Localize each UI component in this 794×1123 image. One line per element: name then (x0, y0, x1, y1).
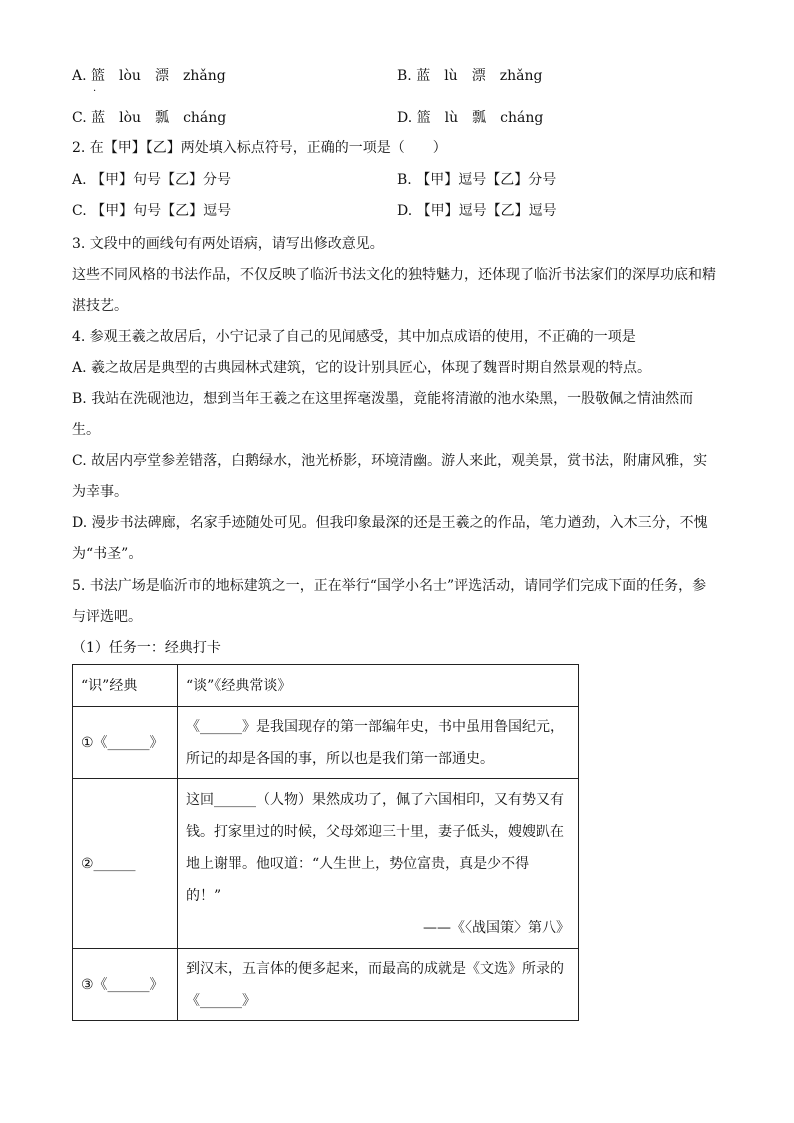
q2-option-b: B. 【甲】逗号【乙】分号 (397, 172, 557, 188)
q1-option-c (72, 108, 226, 128)
pinyin: lù (444, 68, 458, 84)
table-row (73, 949, 579, 1021)
table-cell-answer-blank: ③《______》 (73, 949, 178, 1021)
q3-stem: 3. 文段中的画线句有两处语病，请写出修改意见。 (72, 236, 384, 252)
q2-option-c: C. 【甲】句号【乙】逗号 (72, 203, 232, 219)
table-header-cell: “谈”《经典常谈》 (178, 665, 579, 707)
cell-line: 这回______（人物）果然成功了，佩了六国相印，又有势又有 (186, 791, 564, 808)
table-cell-answer-blank: ②______ (73, 779, 178, 949)
q5-stem-line-2: 与评选吧。 (72, 609, 142, 625)
q5-stem-line-1: 5. 书法广场是临沂市的地标建筑之一，正在举行“国学小名士”评选活动，请同学们完成下面的任务，参 (72, 578, 707, 594)
q3-text-line-1: 这些不同风格的书法作品，不仅反映了临沂书法文化的独特魅力，还体现了临沂书法家们的深厚功底和精 (72, 267, 716, 283)
word: 漂 (154, 68, 169, 84)
cell-line: 所记的却是各国的事，所以也是我们第一部通史。 (186, 750, 494, 767)
q4-option-b-line-1: B. 我站在洗砚池边，想到当年王羲之在这里挥毫泼墨，竟能将清澈的池水染黑，一股敬佩之情油然而 (72, 391, 694, 407)
table-row (73, 779, 579, 949)
q1-option-d (397, 108, 543, 128)
q2-options-row-2 (72, 201, 722, 221)
q4-option-d-line-1: D. 漫步书法碑廊，名家手迹随处可见。但我印象最深的还是王羲之的作品，笔力遒劲，入木三分，不愧 (72, 515, 708, 531)
word: 瓢 (472, 110, 487, 126)
pinyin: lù (444, 110, 459, 126)
cell-line: 《______》 (186, 992, 256, 1009)
q4-option-d-line-2: 为“书圣”。 (72, 546, 143, 562)
q1-options-row-1 (72, 66, 722, 97)
q5-task1-label: （1）任务一：经典打卡 (72, 640, 221, 656)
pinyin: zhǎng (499, 68, 543, 84)
cell-line: 地上谢罪。他叹道：“人生世上，势位富贵，真是少不得 (186, 855, 530, 872)
cell-line: 到汉末，五言体的便多起来，而最高的成就是《文选》所录的 (186, 960, 564, 977)
q4-option-a: A. 羲之故居是典型的古典园林式建筑，它的设计别具匠心，体现了魏晋时期自然景观的特点。 (72, 360, 652, 376)
pinyin: cháng (183, 110, 227, 126)
pinyin: lòu (119, 68, 141, 84)
word: 瓢 (155, 110, 170, 126)
table-row (73, 707, 579, 779)
q4-option-b-line-2: 生。 (72, 422, 100, 438)
q2-options-row-1 (72, 170, 722, 190)
pinyin: lòu (119, 110, 142, 126)
q1-option-b (397, 66, 542, 86)
dotted-word: 篮 · (91, 68, 106, 97)
q4-stem: 4. 参观王羲之故居后，小宁记录了自己的见闻感受，其中加点成语的使用，不正确的一项是 (72, 329, 636, 345)
table-header-cell: “识”经典 (73, 665, 178, 707)
cell-line: 的！” (186, 887, 222, 904)
option-label: C. (72, 110, 92, 126)
classics-table (72, 664, 579, 1021)
q4-option-c-line-2: 为幸事。 (72, 484, 128, 500)
q1-option-a (72, 66, 226, 97)
citation: ——《〈战国策〉第八》 (423, 919, 570, 936)
pinyin: zhǎng (182, 68, 226, 84)
word: 蓝 (416, 68, 431, 84)
table-cell-text (178, 779, 579, 949)
q2-stem: 2. 在【甲】【乙】两处填入标点符号，正确的一项是（ ） (72, 140, 447, 156)
word: 篮 (416, 110, 431, 126)
q2-option-a: A. 【甲】句号【乙】分号 (72, 172, 232, 188)
cell-line: 《______》是我国现存的第一部编年史，书中虽用鲁国纪元， (186, 718, 564, 735)
table-cell-text (178, 949, 579, 1021)
cell-line: 钱。打家里过的时候，父母郊迎三十里，妻子低头，嫂嫂趴在 (186, 823, 564, 840)
q4-option-c-line-1: C. 故居内亭堂参差错落，白鹅绿水，池光桥影，环境清幽。游人来此，观美景，赏书法，附庸风雅，实 (72, 453, 708, 469)
q3-text-line-2: 湛技艺。 (72, 298, 128, 314)
option-label: D. (397, 110, 417, 126)
option-label: B. (397, 68, 417, 84)
q2-option-d: D. 【甲】逗号【乙】逗号 (397, 203, 557, 219)
pinyin: cháng (500, 110, 544, 126)
table-cell-answer-blank: ①《______》 (73, 707, 178, 779)
table-cell-text (178, 707, 579, 779)
word: 蓝 (91, 110, 106, 126)
word: 漂 (471, 68, 486, 84)
option-label: A. (72, 68, 92, 84)
table-header-row (73, 665, 579, 707)
q1-options-row-2 (72, 108, 722, 128)
